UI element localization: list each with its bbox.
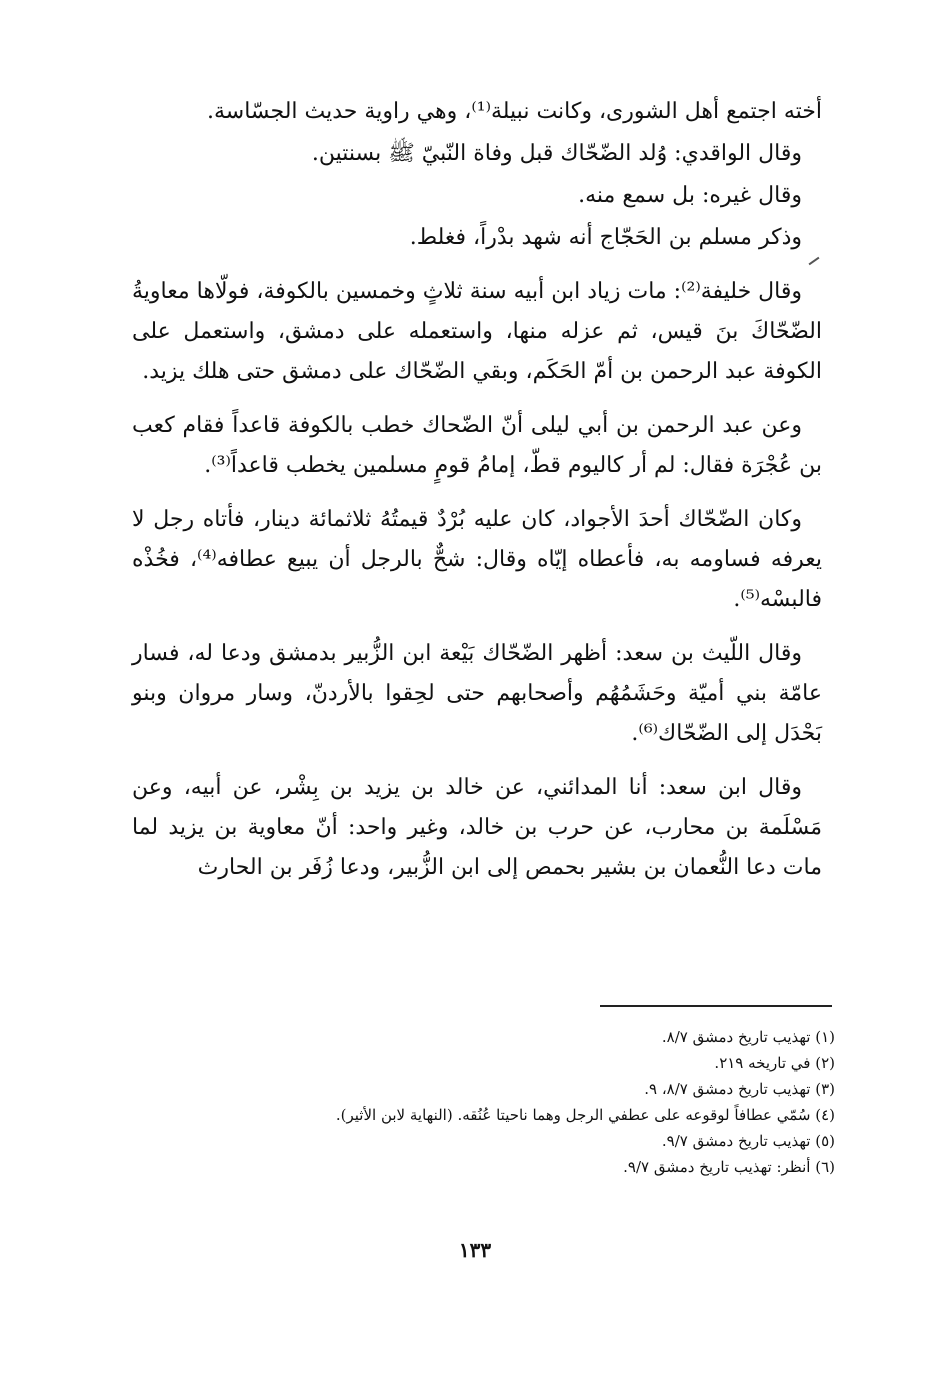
footnotes	[200, 1024, 835, 1180]
paragraph-9: وقال ابن سعد: أنا المدائني، عن خالد بن يزيد بن بِشْر، عن أبيه، وعن مَسْلَمة بن محارب، عن حرب بن خالد، وغير واحد: أنّ معاوية بن يزيد لما مات دعا النُّعمان بن بشير بحمص إلى ابن الزُّبير، ودعا زُفَر بن الحارث	[132, 775, 822, 880]
paragraph-6: وعن عبد الرحمن بن أبي ليلى أنّ الضّحاك خطب بالكوفة قاعداً فقام كعب بن عُجْرَة فقال: لم أر كاليوم قطّ، إمامُ قومٍ مسلمين يخطب قاعداً⁽³⁾.	[132, 413, 822, 478]
main-text	[132, 92, 822, 902]
footnote-3: (٣) تهذيب تاريخ دمشق ٨/٧، ٩.	[644, 1080, 835, 1098]
paragraph-4: وذكر مسلم بن الحَجّاج أنه شهد بدْراً، فغلط.	[409, 225, 802, 250]
footnote-2: (٢) في تاريخه ٢١٩.	[714, 1054, 835, 1072]
footnote-6: (٦) أنظر: تهذيب تاريخ دمشق ٩/٧.	[623, 1158, 835, 1176]
footnote-4: (٤) سُمّي عطافاً لوقوعه على عطفي الرجل وهما ناحيتا عُنُقه. (النهاية لابن الأثير).	[335, 1106, 835, 1124]
footnote-5: (٥) تهذيب تاريخ دمشق ٩/٧.	[661, 1132, 835, 1150]
paragraph-5: وقال خليفة⁽²⁾: مات زياد ابن أبيه سنة ثلاثٍ وخمسين بالكوفة، فولّاها معاويةُ الضّحّاكَ بنَ قيس، ثم عزله منها، واستعمله على دمشق، واستعمل على الكوفة عبد الرحمن بن أمّ الحَكَم، وبقي الضّحّاك على دمشق حتى هلك يزيد.	[132, 279, 822, 384]
paragraph-3: وقال غيره: بل سمع منه.	[578, 183, 802, 208]
footnote-separator	[600, 1005, 832, 1007]
paragraph-7: وكان الضّحّاك أحدَ الأجواد، كان عليه بُرْدٌ قيمتُهُ ثلاثمائة دينار، فأتاه رجل لا يعرفه فساومه به، فأعطاه إيّاه وقال: شحٌّ بالرجل أن يبيع عطافه⁽⁴⁾، فخُذْه فالبسْه⁽⁵⁾.	[132, 507, 823, 612]
paragraph-1: أخته اجتمع أهل الشورى، وكانت نبيلة⁽¹⁾، وهي راوية حديث الجسّاسة.	[206, 99, 822, 124]
paragraph-8: وقال اللّيث بن سعد: أظهر الضّحّاك بَيْعة ابن الزُّبير بدمشق ودعا له، فسار عامّة بني أميّة وحَشَمُهُم وأصحابهم حتى لحِقوا بالأردنّ، وسار مروان وبنو بَحْدَل إلى الضّحّاك⁽⁶⁾.	[132, 641, 822, 746]
footnote-1: (١) تهذيب تاريخ دمشق ٨/٧.	[661, 1028, 835, 1046]
paragraph-2: وقال الواقدي: وُلد الضّحّاك قبل وفاة النّبيّ ﷺ بسنتين.	[311, 141, 802, 166]
page-number: ١٣٣	[458, 1238, 492, 1262]
